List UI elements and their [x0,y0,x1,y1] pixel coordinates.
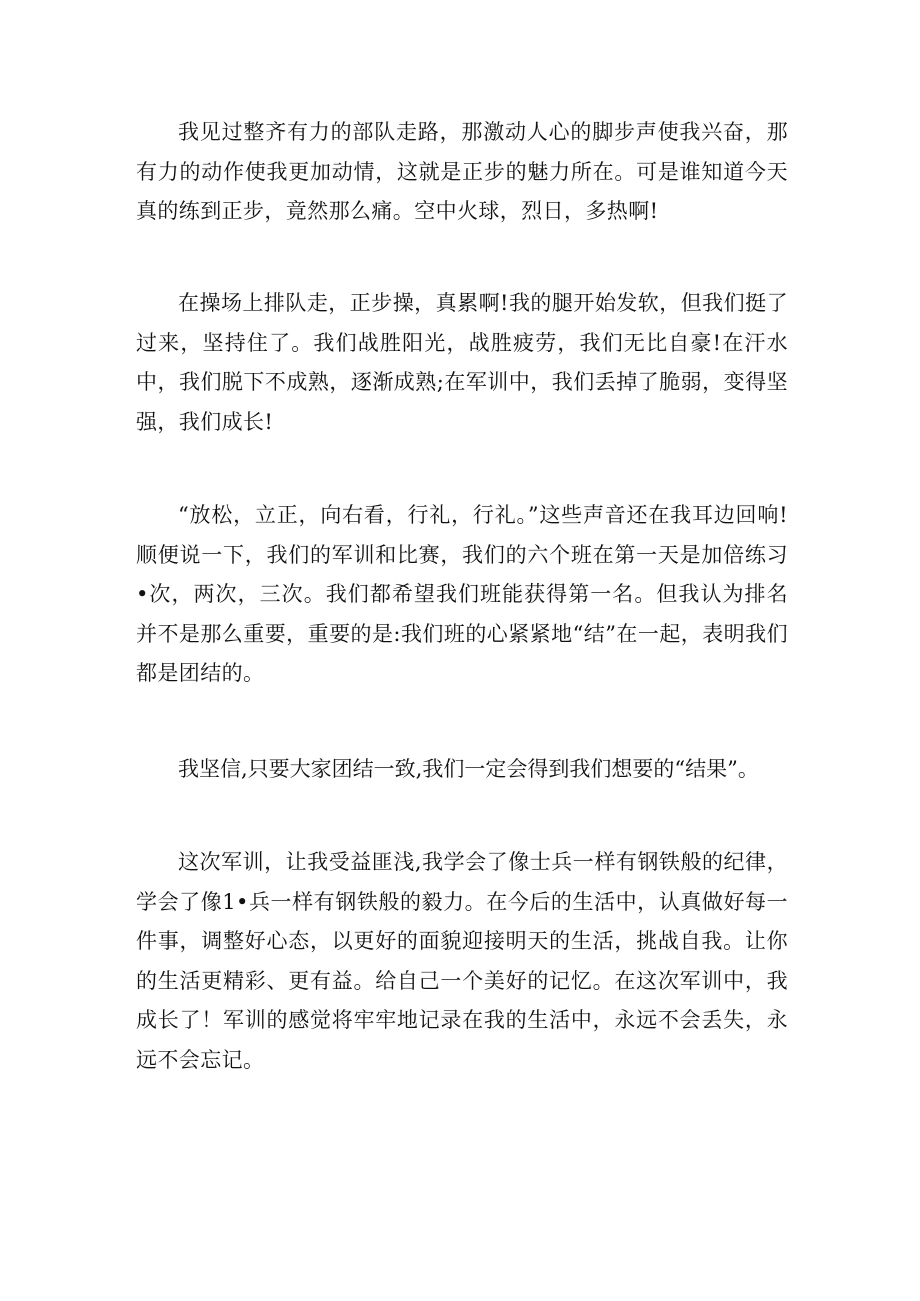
paragraph-4: 我坚信,只要大家团结一致,我们一定会得到我们想要的“结果”。 [178,757,759,781]
paragraph-5: 这次军训，让我受益匪浅,我学会了像士兵一样有钢铁般的纪律，学会了像1•兵一样有钢铁般的毅力。在今后的生活中，认真做好每一件事，调整好心态，以更好的面貌迎接明天的生活，挑战自我。让你的生活更精彩、更有益。给自己一个美好的记忆。在这次军训中，我成长了！军训的感觉将牢牢地记录在我的生活中，永远不会丢失，永远不会忘记。 [136,850,788,1072]
paragraph-1: 我见过整齐有力的部队走路，那激动人心的脚步声使我兴奋，那有力的动作使我更加动情，这就是正步的魅力所在。可是谁知道今天真的练到正步，竟然那么痛。空中火球，烈日，多热啊! [136,120,788,223]
paragraph-3: “放松，立正，向右看，行礼，行礼。”这些声音还在我耳边回响!顺便说一下，我们的军训和比赛，我们的六个班在第一天是加倍练习•次，两次，三次。我们都希望我们班能获得第一名。但我认为排名并不是那么重要，重要的是:我们班的心紧紧地“结”在一起，表明我们都是团结的。 [136,503,788,685]
paragraph-2: 在操场上排队走，正步操，真累啊!我的腿开始发软，但我们挺了过来，坚持住了。我们战胜阳光，战胜疲劳，我们无比自豪!在汗水中，我们脱下不成熟，逐渐成熟;在军训中，我们丢掉了脆弱，变得坚强，我们成长! [136,291,788,434]
